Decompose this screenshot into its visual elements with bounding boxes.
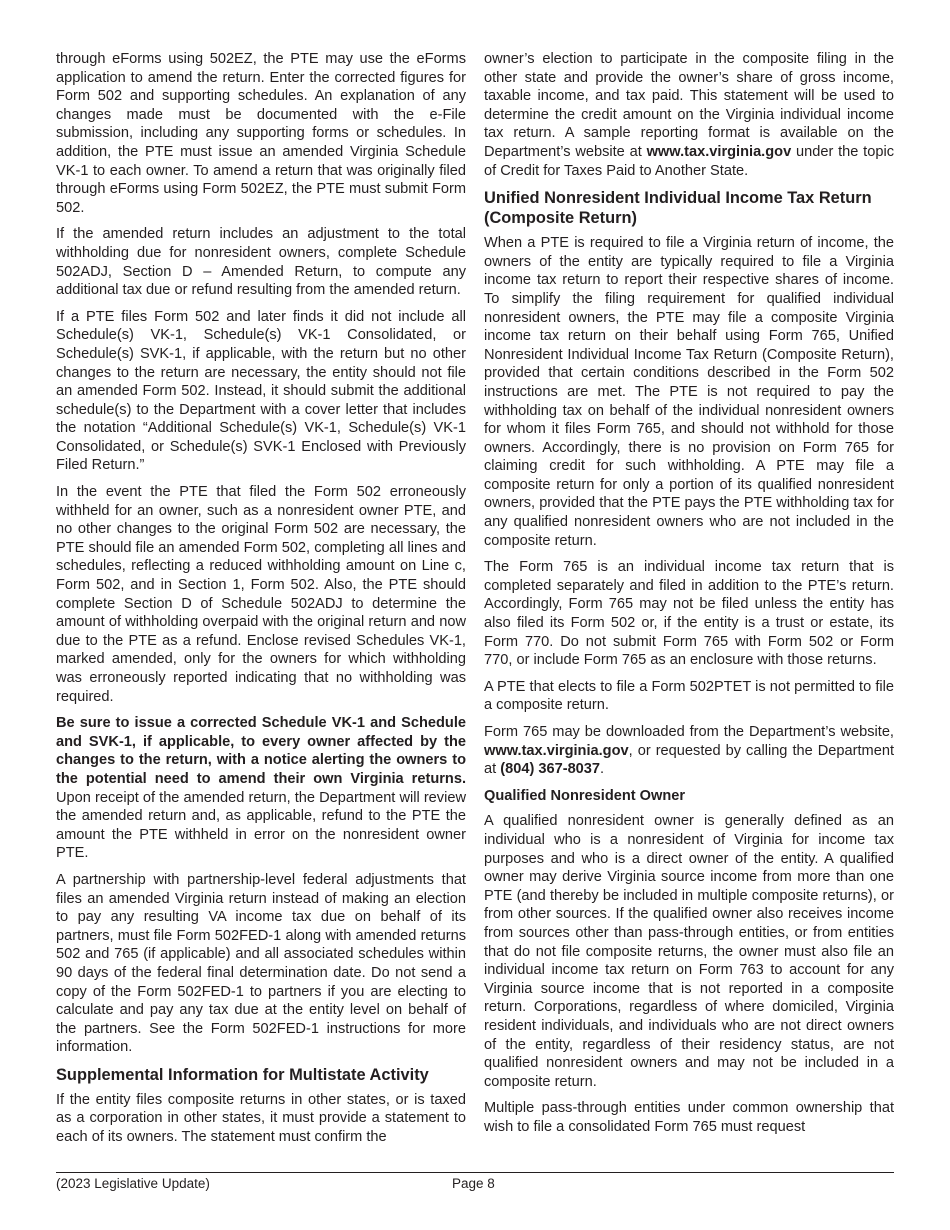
heading-multistate-activity: Supplemental Information for Multistate Activity bbox=[56, 1065, 429, 1084]
paragraph-502fed-1: A partnership with partnership-level federal adjustments that files an amended Virginia return instead of making an election to pay any resulting VA income tax due on behalf of its partners, must file Form 502FED-1 along with amended returns 502 and 765 (if applicable) and all associated schedules within 90 days of the federal final determination date. Do not send a copy of the Form 502FED-1 to partners if you are electing to calculate and pay any tax due at the entity level on behalf of the partners. See the Form 502FED-1 instructions for more information. bbox=[56, 871, 466, 1056]
website-link[interactable]: www.tax.virginia.gov bbox=[646, 143, 792, 160]
page-number: Page 8 bbox=[452, 1176, 495, 1191]
download-text-mid: , or requested by calling the Department at bbox=[484, 742, 894, 778]
download-text: Form 765 may be downloaded from the Department’s website, bbox=[484, 724, 894, 740]
bold-notice: Be sure to issue a corrected Schedule VK-1 and Schedule and SVK-1, if applicable, to every owner affected by the changes to the return, with a notice alerting the owners to the potential need to amend their own Virginia returns. bbox=[56, 715, 466, 787]
footer-edition: (2023 Legislative Update) bbox=[56, 1176, 210, 1191]
left-column bbox=[56, 50, 466, 1155]
notice-continuation: Upon receipt of the amended return, the Department will review the amended return and, as applicable, refund to the PTE the amount the PTE withheld in error on the nonresident owner PTE. bbox=[56, 789, 466, 862]
paragraph-owner-election bbox=[484, 50, 894, 180]
heading-composite-return: Unified Nonresident Individual Income Tax Return (Composite Return) bbox=[484, 189, 872, 228]
paragraph-qualified-owner-definition: A qualified nonresident owner is generally defined as an individual who is a nonresident of Virginia for income tax purposes and who is a direct owner of the entity. A qualified owner may derive Virginia source income from more than one PTE (and thereby be included in multiple composite returns), or from other sources. If the qualified owner also receives income from sources other than pass-through entities, or from entities that do not file composite returns, the owner must also file an individual income tax return on Form 763 to account for any Virginia source income that is not reported in a composite return. Corporations, regardless of where domiciled, Virginia resident individuals, and individuals who are not direct owners of the entity, regardless of their residency status, are not qualified nonresident owners and may not be included in a composite return. bbox=[484, 813, 894, 1090]
paragraph-erroneous-withholding: In the event the PTE that filed the Form 502 erroneously withheld for an owner, such as a nonresident owner PTE, and no other changes to the original Form 502 are necessary, the PTE should file an amended Form 502, completing all lines and schedules, reflecting a reduced withholding amount on Line c, Form 502, and in Section 1, Form 502. Also, the PTE should complete Section D of Schedule 502ADJ to determine the amount of withholding overpaid with the original return and now due to the PTE as a refund. Enclose revised Schedules VK-1, marked amended, only for the owners for which withholding was erroneously reported indicating that no withholding was required. bbox=[56, 484, 466, 705]
paragraph-corrected-vk1 bbox=[56, 714, 466, 863]
paragraph-additional-schedules: If a PTE files Form 502 and later finds it did not include all Schedule(s) VK-1, Schedule(s) VK-1 Consolidated, or Schedule(s) SVK-1, if applicable, with the return but no other changes to the return are necessary, the entity should not file an amended Form 502. Instead, it should submit the additional schedule(s) to the Department with a cover letter that includes the notation “Additional Schedule(s) VK-1, Schedule(s) VK-1 Consolidated, or Schedule(s) SVK-1 Enclosed with Previously Filed Return.” bbox=[56, 308, 466, 474]
owner-election-text: owner’s election to participate in the composite filing in the other state and provide the owner’s share of gross income, taxable income, and tax paid. This statement will be used to determine the credit amount on the Virginia individual income tax return. A sample reporting format is available on the Department’s website at bbox=[484, 51, 894, 160]
paragraph-form-765-separate: The Form 765 is an individual income tax return that is completed separately and filed in addition to the PTE’s return. Accordingly, Form 765 may not be filed unless the entity has also filed its Form 502 or, if the entity is a trust or estate, its Form 770. Do not submit Form 765 with Form 502 or Form 770, or include Form 765 as an enclosure with those returns. bbox=[484, 559, 894, 669]
paragraph-502ptet: A PTE that elects to file a Form 502PTET is not permitted to file a composite return. bbox=[484, 678, 894, 714]
paragraph-composite-other-states: If the entity files composite returns in other states, or is taxed as a corporation in other states, it must provide a statement to each of its owners. The statement must confirm the bbox=[56, 1091, 466, 1146]
right-column bbox=[484, 50, 894, 1144]
paragraph-amend-eforms: through eForms using 502EZ, the PTE may use the eForms application to amend the return. Enter the corrected figures for Form 502 and supporting schedules. An explanation of any changes made must be documented with the e-File submission, including any supporting forms or schedules. In addition, the PTE must issue an amended Virginia Schedule VK-1 to each owner. To amend a return that was originally filed through eForms using Form 502EZ, the PTE must submit Form 502. bbox=[56, 51, 466, 216]
footer-divider bbox=[56, 1172, 894, 1173]
owner-election-text-end: under the topic of Credit for Taxes Paid to Another State. bbox=[484, 143, 895, 179]
website-link-2[interactable]: www.tax.virginia.gov bbox=[484, 742, 629, 759]
heading-qualified-owner: Qualified Nonresident Owner bbox=[484, 787, 686, 804]
phone-number: (804) 367-8037 bbox=[500, 761, 601, 778]
paragraph-common-ownership: Multiple pass-through entities under common ownership that wish to file a consolidated Form 765 must request bbox=[484, 1100, 894, 1135]
paragraph-composite-intro: When a PTE is required to file a Virginia return of income, the owners of the entity are typically required to file a Virginia income tax return to report their respective shares of income. To simplify the filing requirement for qualified individual nonresident owners, the PTE may file a composite Virginia income tax return on their behalf using Form 765, Unified Nonresident Individual Income Tax Return (Composite Return), provided that certain conditions described in the Form 502 instructions are met. The PTE is not required to pay the withholding tax on behalf of the individual nonresident owners for whom it files Form 765, and should not withhold for those owners. Accordingly, there is no provision on Form 765 for claiming credit for such withholding. A PTE may file a composite return for only a portion of its qualified nonresident owners, provided that the PTE pays the PTE withholding tax for any qualified nonresident owners who are not included in the composite return. bbox=[484, 235, 894, 549]
paragraph-form-765-download bbox=[484, 723, 894, 779]
download-text-end: . bbox=[600, 761, 605, 778]
paragraph-schedule-502adj: If the amended return includes an adjustment to the total withholding due for nonresident owners, complete Schedule 502ADJ, Section D – Amended Return, to compute any additional tax due or refund resulting from the amended return. bbox=[56, 226, 466, 299]
